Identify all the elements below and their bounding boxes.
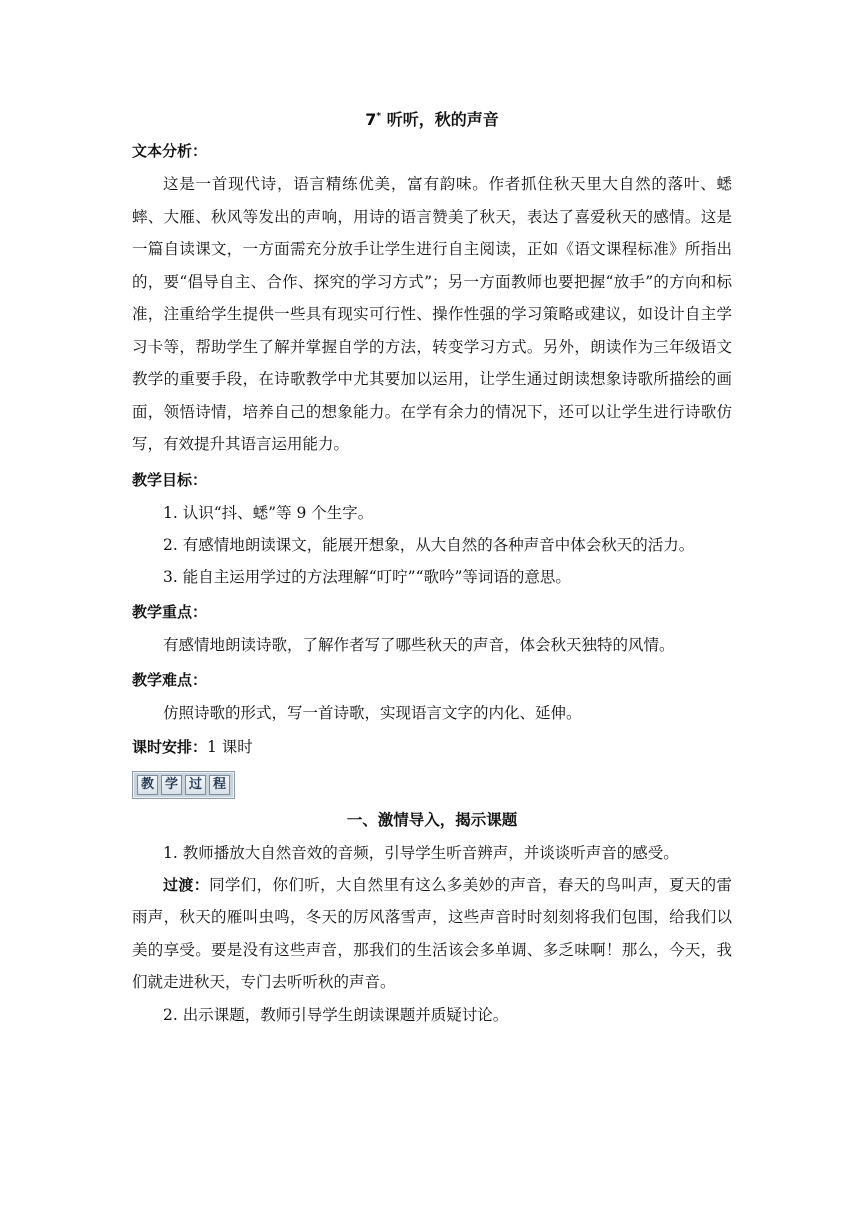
objective-item-2: 2. 有感情地朗读课文，能展开想象，从大自然的各种声音中体会秋天的活力。 [163, 535, 695, 554]
difficulties-body: 仿照诗歌的形式，写一首诗歌，实现语言文字的内化、延伸。 [163, 703, 582, 722]
badge-char-3: 过 [185, 775, 206, 795]
transition-body: 同学们，你们听，大自然里有这么多美妙的声音，春天的鸟叫声，夏天的雷雨声，秋天的雁叫虫鸣，冬天的厉风落雪声，这些声音时时刻刻将我们包围，给我们以美的享受。要是没有这些声音，那我们的生活该会多单调、多乏味啊！那么，今天，我们就走进秋天，专门去听听秋的声音。 [132, 875, 732, 991]
page-title [132, 108, 732, 132]
title-mark: * [376, 111, 382, 122]
difficulties-heading: 教学难点： [132, 670, 208, 689]
teaching-process-badge [132, 771, 235, 799]
objectives-heading: 教学目标： [132, 470, 208, 489]
objective-item-3: 3. 能自主运用学过的方法理解“叮咛”“歌吟”等词语的意思。 [163, 567, 571, 586]
process-badge-wrap [132, 771, 732, 801]
key-points-heading: 教学重点： [132, 602, 208, 621]
schedule-line [132, 733, 732, 761]
document-content [132, 108, 732, 1031]
title-text: 听听，秋的声音 [386, 110, 499, 129]
analysis-body: 这是一首现代诗，语言精练优美，富有韵味。作者抓住秋天里大自然的落叶、蟋蟀、大雁、秋风等发出的声响，用诗的语言赞美了秋天，表达了喜爱秋天的感情。这是一篇自读课文，一方面需充分放手让学生进行自主阅读，正如《语文课程标准》所指出的，要“倡导自主、合作、探究的学习方式”；另一方面教师也要把握“放手”的方向和标准，注重给学生提供一些具有现实可行性、操作性强的学习策略或建议，如设计自主学习卡等，帮助学生了解并掌握自学的方法，转变学习方式。另外，朗读作为三年级语文教学的重要手段，在诗歌教学中尤其要加以运用，让学生通过朗读想象诗歌所描绘的画面，领悟诗情，培养自己的想象能力。在学有余力的情况下，还可以让学生进行诗歌仿写，有效提升其语言运用能力。 [132, 175, 732, 453]
objective-item-1: 1. 认识“抖、蟋”等 9 个生字。 [163, 503, 374, 522]
analysis-heading: 文本分析： [132, 142, 208, 160]
transition-paragraph [132, 869, 732, 999]
badge-char-1: 教 [137, 775, 158, 795]
badge-char-2: 学 [161, 775, 182, 795]
section1-title: 一、激情导入，揭示课题 [346, 810, 518, 829]
schedule-value: 1 课时 [207, 737, 253, 756]
key-points-body: 有感情地朗读诗歌，了解作者写了哪些秋天的声音，体会秋天独特的风情。 [163, 635, 675, 654]
section1-step2: 2. 出示课题，教师引导学生朗读课题并质疑讨论。 [163, 1005, 509, 1024]
section1-step1: 1. 教师播放大自然音效的音频，引导学生听音辨声，并谈谈听声音的感受。 [163, 843, 679, 862]
title-number: 7 [365, 110, 377, 129]
transition-label: 过渡： [163, 875, 210, 894]
badge-char-4: 程 [209, 775, 230, 795]
schedule-label: 课时安排： [132, 737, 208, 756]
